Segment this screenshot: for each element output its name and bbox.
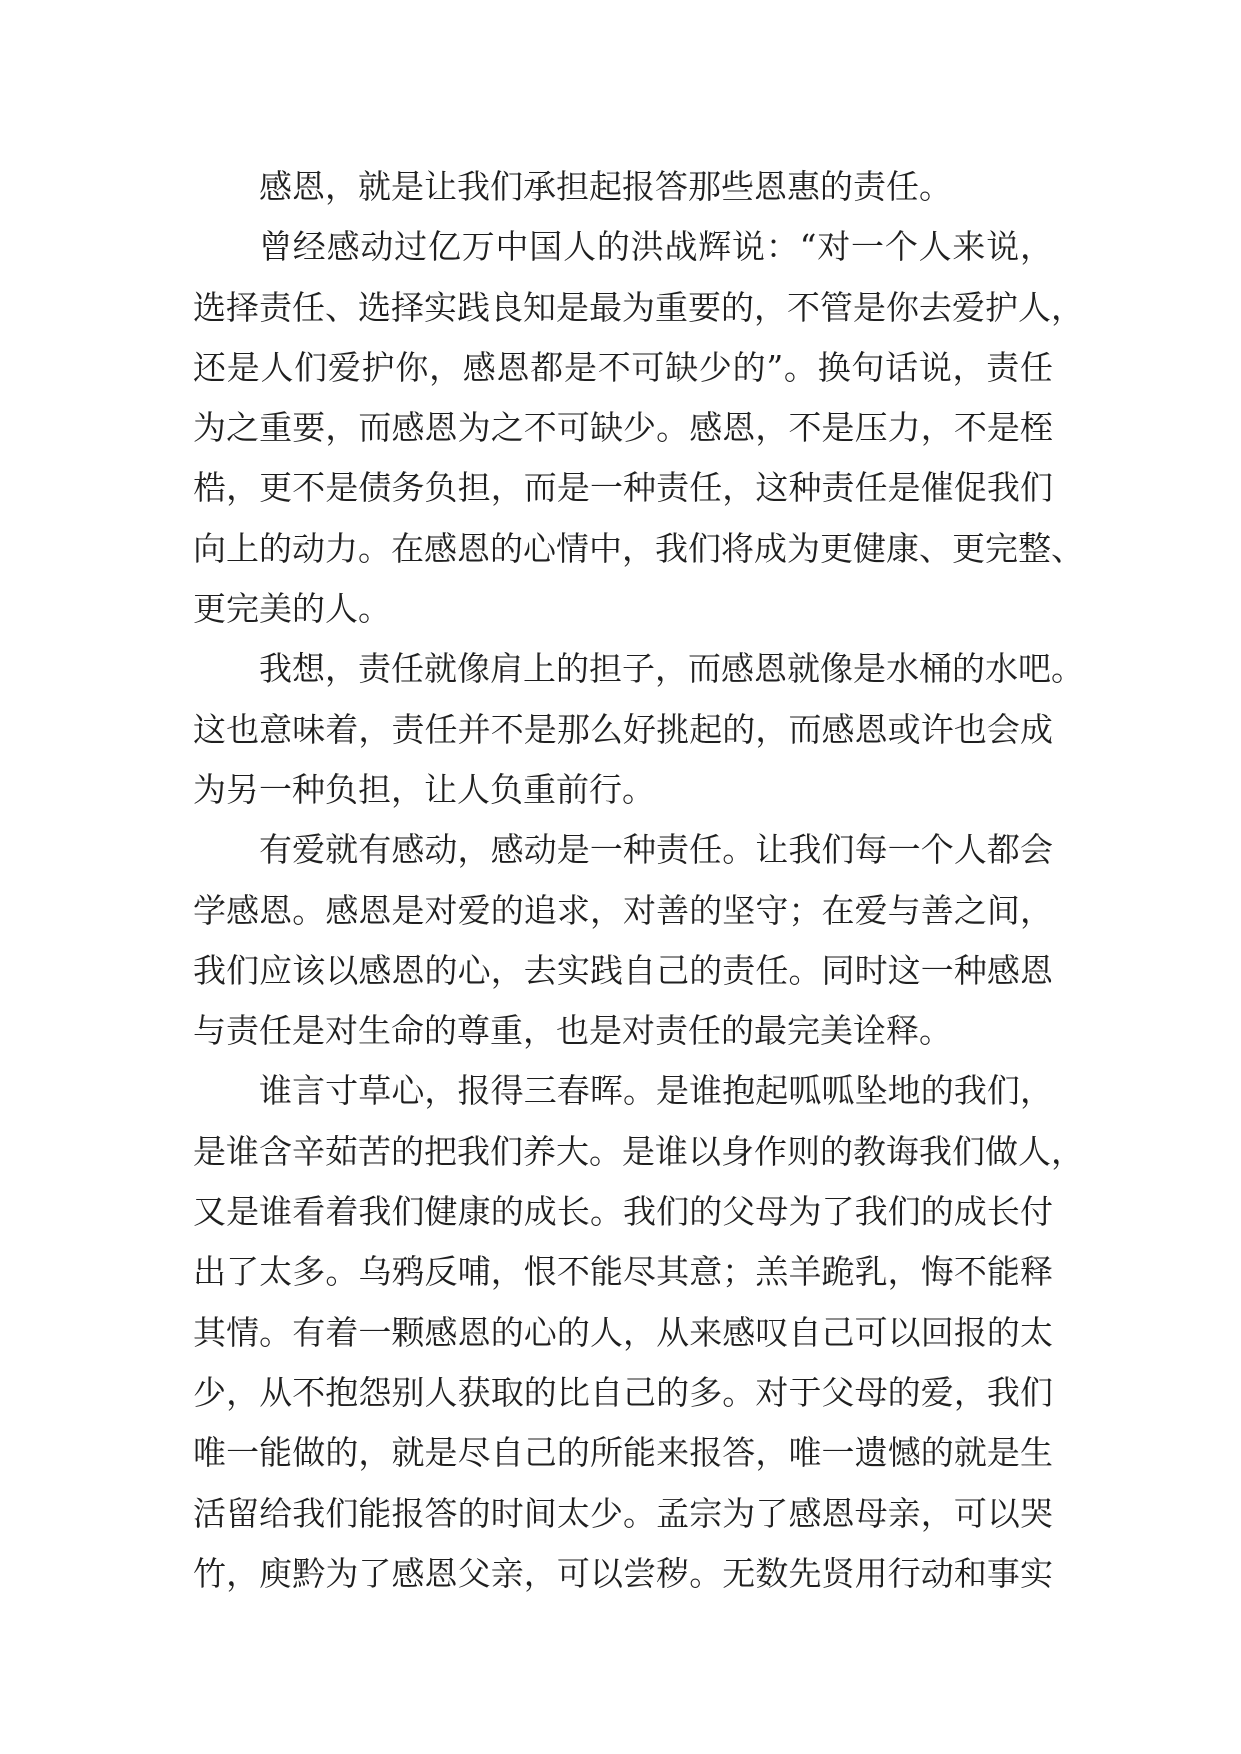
- text-line: 其情。有着一颗感恩的心的人，从来感叹自己可以回报的太: [193, 1312, 1053, 1352]
- text-line: 学感恩。感恩是对爱的追求，对善的坚守；在爱与善之间，: [193, 890, 1053, 930]
- text-line: 竹，庾黔为了感恩父亲，可以尝秽。无数先贤用行动和事实: [193, 1553, 1053, 1593]
- text-line-paragraph-5-start: 谁言寸草心，报得三春晖。是谁抱起呱呱坠地的我们，: [259, 1071, 1053, 1111]
- text-line-paragraph-3-start: 我想，责任就像肩上的担子，而感恩就像是水桶的水吧。: [259, 649, 1084, 689]
- text-line: 唯一能做的，就是尽自己的所能来报答，唯一遗憾的就是生: [193, 1433, 1053, 1473]
- text-line: 这也意味着，责任并不是那么好挑起的，而感恩或许也会成: [193, 709, 1053, 749]
- text-line: 选择责任、选择实践良知是最为重要的，不管是你去爱护人，: [193, 287, 1084, 327]
- text-line-paragraph-1: 感恩，就是让我们承担起报答那些恩惠的责任。: [259, 167, 952, 206]
- text-line: 梏，更不是债务负担，而是一种责任，这种责任是催促我们: [193, 468, 1053, 508]
- text-line: 我们应该以感恩的心，去实践自己的责任。同时这一种感恩: [193, 950, 1053, 990]
- text-line: 为之重要，而感恩为之不可缺少。感恩，不是压力，不是桎: [193, 408, 1053, 448]
- text-line: 少，从不抱怨别人获取的比自己的多。对于父母的爱，我们: [193, 1372, 1053, 1412]
- text-line: 是谁含辛茹苦的把我们养大。是谁以身作则的教诲我们做人，: [193, 1131, 1084, 1171]
- text-line: 还是人们爱护你，感恩都是不可缺少的”。换句话说，责任: [193, 347, 1053, 387]
- text-line-paragraph-2-start: 曾经感动过亿万中国人的洪战辉说：“对一个人来说，: [259, 227, 1053, 267]
- body-text: [193, 157, 1084, 1604]
- text-line-paragraph-4-start: 有爱就有感动，感动是一种责任。让我们每一个人都会: [259, 830, 1053, 870]
- text-line: 又是谁看着我们健康的成长。我们的父母为了我们的成长付: [193, 1192, 1053, 1232]
- text-line: 活留给我们能报答的时间太少。孟宗为了感恩母亲，可以哭: [193, 1493, 1053, 1533]
- text-line: 出了太多。乌鸦反哺，恨不能尽其意；羔羊跪乳，悔不能释: [193, 1252, 1053, 1292]
- text-line-paragraph-3-end: 为另一种负担，让人负重前行。: [193, 769, 655, 809]
- text-line-paragraph-4-end: 与责任是对生命的尊重，也是对责任的最完美诠释。: [193, 1011, 952, 1051]
- text-line: 向上的动力。在感恩的心情中，我们将成为更健康、更完整、: [193, 528, 1084, 568]
- text-line-paragraph-2-end: 更完美的人。: [193, 589, 391, 629]
